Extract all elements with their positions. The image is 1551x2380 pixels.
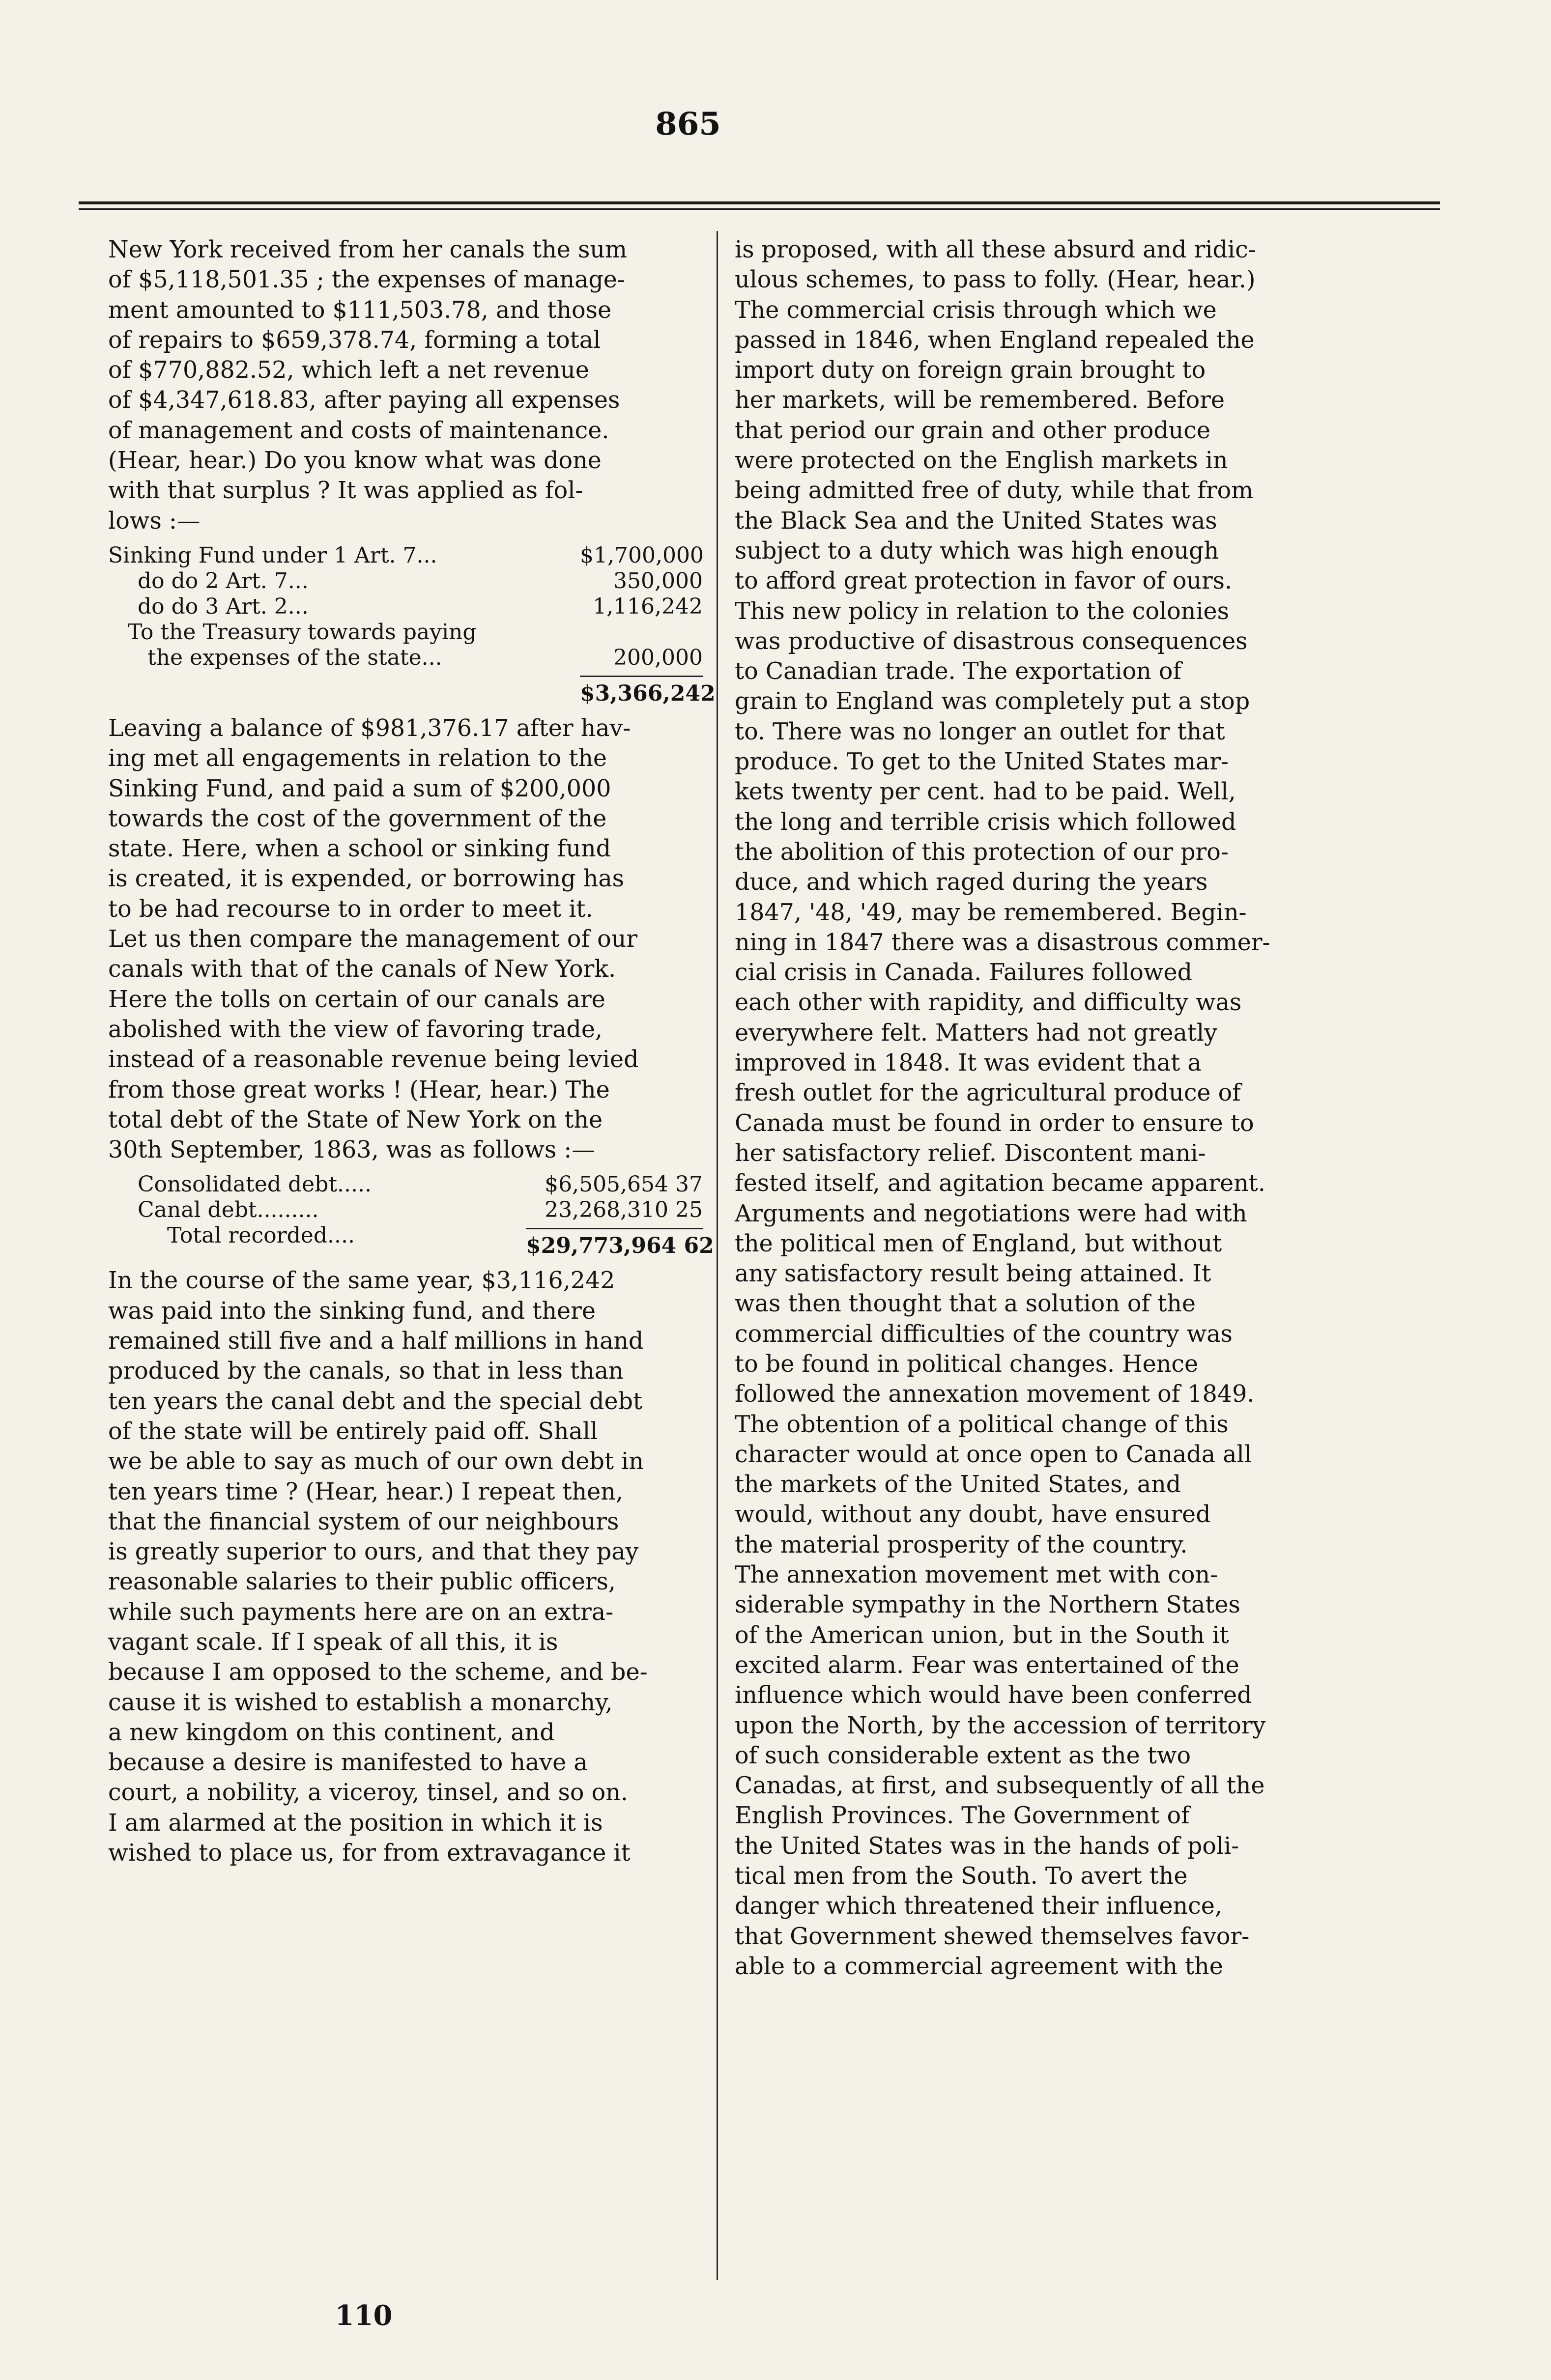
text-line: cial crisis in Canada. Failures followed xyxy=(735,959,1192,987)
text-line: I am alarmed at the position in which it is xyxy=(108,1809,603,1837)
text-line: instead of a reasonable revenue being levied xyxy=(108,1046,639,1074)
text-line: everywhere felt. Matters had not greatly xyxy=(735,1019,1217,1047)
text-line: the material prosperity of the country. xyxy=(735,1531,1188,1558)
right-column xyxy=(735,235,1356,1982)
text-line: In the course of the same year, $3,116,242 xyxy=(108,1267,615,1295)
text-line: was productive of disastrous consequences xyxy=(735,627,1248,655)
text-line: The annexation movement met with con- xyxy=(735,1561,1218,1589)
left-bottom-text xyxy=(108,1266,703,1868)
text-line: of such considerable extent as the two xyxy=(735,1742,1191,1769)
text-line: court, a nobility, a viceroy, tinsel, and so on. xyxy=(108,1779,628,1807)
table-cell-desc: Consolidated debt..... xyxy=(138,1172,372,1197)
right-text xyxy=(735,235,1356,1982)
text-line: grain to England was completely put a stop xyxy=(735,688,1250,715)
text-line: able to a commercial agreement with the xyxy=(735,1953,1223,1980)
text-line: each other with rapidity, and difficulty was xyxy=(735,989,1242,1017)
text-line: that the financial system of our neighbours xyxy=(108,1508,619,1535)
text-line: ning in 1847 there was a disastrous commer- xyxy=(735,929,1270,956)
text-line: is created, it is expended, or borrowing has xyxy=(108,865,625,893)
text-line: vagant scale. If I speak of all this, it is xyxy=(108,1628,558,1656)
text-line: Arguments and negotiations were had with xyxy=(735,1200,1247,1227)
text-line: to be found in political changes. Hence xyxy=(735,1350,1199,1378)
text-line: was paid into the sinking fund, and there xyxy=(108,1297,596,1325)
text-line: Canadas, at first, and subsequently of all the xyxy=(735,1772,1265,1800)
text-line: to. There was no longer an outlet for that xyxy=(735,718,1225,745)
left-column xyxy=(108,235,716,1868)
text-line: followed the annexation movement of 1849. xyxy=(735,1381,1255,1408)
table-cell-amount xyxy=(580,620,703,645)
text-line: a new kingdom on this continent, and xyxy=(108,1719,555,1746)
text-line: were protected on the English markets in xyxy=(735,447,1228,475)
text-line: the markets of the United States, and xyxy=(735,1471,1181,1499)
column-divider xyxy=(717,231,718,2280)
debt-table xyxy=(108,1172,714,1259)
text-line: Here the tolls on certain of our canals are xyxy=(108,986,605,1013)
text-line: Leaving a balance of $981,376.17 after hav- xyxy=(108,714,631,742)
text-line: excited alarm. Fear was entertained of the xyxy=(735,1651,1239,1679)
text-line: New York received from her canals the sum xyxy=(108,236,627,263)
text-line: The obtention of a political change of this xyxy=(735,1411,1229,1438)
text-line: import duty on foreign grain brought to xyxy=(735,357,1206,384)
table-total-amount: $3,366,242 xyxy=(580,676,703,707)
text-line: of $4,347,618.83, after paying all expenses xyxy=(108,387,620,414)
text-line: subject to a duty which was high enough xyxy=(735,537,1219,565)
table-row xyxy=(108,620,703,645)
signature-mark: 110 xyxy=(335,2299,393,2332)
table-cell-desc: do do 2 Art. 7... xyxy=(138,568,309,594)
table-cell-desc: the expenses of the state... xyxy=(147,645,442,670)
text-line: 1847, '48, '49, may be remembered. Begin- xyxy=(735,899,1247,926)
text-line: canals with that of the canals of New York. xyxy=(108,956,616,983)
text-line: of management and costs of maintenance. xyxy=(108,417,609,444)
text-line: ing met all engagements in relation to the xyxy=(108,745,607,772)
text-line: because I am opposed to the scheme, and be- xyxy=(108,1659,648,1686)
text-line: that period our grain and other produce xyxy=(735,417,1211,444)
text-line: her satisfactory relief. Discontent mani- xyxy=(735,1139,1206,1167)
text-line: from those great works ! (Hear, hear.) The xyxy=(108,1076,610,1104)
table-cell-amount: $6,505,654 37 xyxy=(545,1172,703,1197)
table-cell-amount: $1,700,000 xyxy=(580,542,704,568)
table-cell-amount: 23,268,310 25 xyxy=(545,1197,703,1223)
text-line: fresh outlet for the agricultural produce of xyxy=(735,1079,1241,1107)
text-line: English Provinces. The Government of xyxy=(735,1802,1190,1830)
text-line: the political men of England, but without xyxy=(735,1230,1222,1257)
text-line: is proposed, with all these absurd and ridic- xyxy=(735,236,1256,263)
table-row xyxy=(108,1197,703,1223)
table-cell-desc: To the Treasury towards paying xyxy=(128,619,477,645)
text-line: ten years time ? (Hear, hear.) I repeat then, xyxy=(108,1478,623,1505)
table-total-amount: $29,773,964 62 xyxy=(526,1228,703,1259)
text-line: siderable sympathy in the Northern States xyxy=(735,1591,1240,1619)
text-line: Sinking Fund, and paid a sum of $200,000 xyxy=(108,775,611,802)
table-cell-desc: do do 3 Art. 2... xyxy=(138,594,309,619)
text-line: lows :— xyxy=(108,507,201,535)
text-line: fested itself, and agitation became apparent. xyxy=(735,1170,1265,1197)
text-line: towards the cost of the government of the xyxy=(108,805,607,832)
text-line: while such payments here are on an extra- xyxy=(108,1598,614,1626)
table-cell-amount: 350,000 xyxy=(613,568,703,594)
text-line: to Canadian trade. The exportation of xyxy=(735,658,1182,685)
table-row xyxy=(108,543,703,568)
sinking-fund-table xyxy=(108,542,716,707)
table-row xyxy=(108,568,703,594)
text-line: reasonable salaries to their public officers, xyxy=(108,1568,616,1596)
text-line: the United States was in the hands of poli- xyxy=(735,1832,1239,1860)
text-line: Let us then compare the management of our xyxy=(108,926,638,953)
text-line: produced by the canals, so that in less than xyxy=(108,1358,624,1385)
table-row xyxy=(108,594,703,620)
text-line: we be able to say as much of our own debt in xyxy=(108,1448,644,1475)
text-line: was then thought that a solution of the xyxy=(735,1290,1196,1318)
text-line: Canada must be found in order to ensure to xyxy=(735,1109,1254,1137)
table-cell-desc: Canal debt......... xyxy=(138,1197,319,1223)
text-line: cause it is wished to establish a monarchy, xyxy=(108,1689,613,1716)
left-top-text xyxy=(108,235,703,536)
table-total-row xyxy=(108,671,716,707)
text-line: is greatly superior to ours, and that they pay xyxy=(108,1538,639,1566)
text-line: of the American union, but in the South it xyxy=(735,1621,1229,1649)
header-rule xyxy=(79,201,1440,204)
table-cell-desc: Sinking Fund under 1 Art. 7... xyxy=(108,542,437,568)
text-line: because a desire is manifested to have a xyxy=(108,1749,588,1777)
text-line: improved in 1848. It was evident that a xyxy=(735,1049,1202,1077)
text-line: of the state will be entirely paid off. Shall xyxy=(108,1417,598,1445)
header-rule-thin xyxy=(79,208,1440,210)
text-line: that Government shewed themselves favor- xyxy=(735,1923,1250,1950)
text-line: ulous schemes, to pass to folly. (Hear, hear.) xyxy=(735,266,1256,294)
text-line: her markets, will be remembered. Before xyxy=(735,387,1225,414)
text-line: remained still five and a half millions in hand xyxy=(108,1328,644,1355)
table-cell-amount: 200,000 xyxy=(613,645,703,670)
text-line: wished to place us, for from extravagance it xyxy=(108,1840,631,1867)
text-line: with that surplus ? It was applied as fol- xyxy=(108,477,583,505)
text-line: any satisfactory result being attained. It xyxy=(735,1260,1211,1288)
text-line: abolished with the view of favoring trade, xyxy=(108,1016,603,1043)
text-line: would, without any doubt, have ensured xyxy=(735,1501,1211,1529)
text-line: the long and terrible crisis which followed xyxy=(735,808,1236,836)
text-line: of $5,118,501.35 ; the expenses of manage- xyxy=(108,266,625,294)
text-line: upon the North, by the accession of territory xyxy=(735,1712,1266,1739)
text-line: of repairs to $659,378.74, forming a total xyxy=(108,326,601,354)
text-line: kets twenty per cent. had to be paid. Well, xyxy=(735,778,1236,806)
text-line: commercial difficulties of the country was xyxy=(735,1320,1233,1348)
text-line: danger which threatened their influence, xyxy=(735,1893,1222,1920)
text-line: passed in 1846, when England repealed the xyxy=(735,326,1255,354)
text-line: of $770,882.52, which left a net revenue xyxy=(108,357,589,384)
text-line: The commercial crisis through which we xyxy=(735,296,1217,324)
text-line: to afford great protection in favor of ours. xyxy=(735,567,1233,595)
text-line: produce. To get to the United States mar- xyxy=(735,748,1229,776)
table-row xyxy=(108,1172,703,1197)
text-line: total debt of the State of New York on the xyxy=(108,1106,603,1133)
text-line: 30th September, 1863, was as follows :— xyxy=(108,1136,595,1164)
table-row xyxy=(108,645,703,671)
table-cell-amount: 1,116,242 xyxy=(593,594,703,619)
table-total-row xyxy=(108,1223,714,1259)
text-line: influence which would have been conferred xyxy=(735,1682,1252,1709)
text-line: This new policy in relation to the colonies xyxy=(735,597,1230,625)
text-line: the abolition of this protection of our pro- xyxy=(735,838,1229,866)
text-line: ment amounted to $111,503.78, and those xyxy=(108,296,612,324)
text-line: the Black Sea and the United States was xyxy=(735,507,1217,535)
text-line: state. Here, when a school or sinking fund xyxy=(108,835,611,863)
text-line: being admitted free of duty, while that from xyxy=(735,477,1254,505)
text-line: to be had recourse to in order to meet it. xyxy=(108,895,593,923)
page-number: 865 xyxy=(655,106,721,142)
left-middle-text xyxy=(108,713,703,1165)
text-line: ten years the canal debt and the special debt xyxy=(108,1388,643,1415)
text-line: tical men from the South. To avert the xyxy=(735,1863,1188,1890)
table-total-label: Total recorded.... xyxy=(167,1223,355,1248)
text-line: duce, and which raged during the years xyxy=(735,869,1208,896)
text-line: character would at once open to Canada all xyxy=(735,1441,1252,1468)
text-line: (Hear, hear.) Do you know what was done xyxy=(108,447,602,475)
